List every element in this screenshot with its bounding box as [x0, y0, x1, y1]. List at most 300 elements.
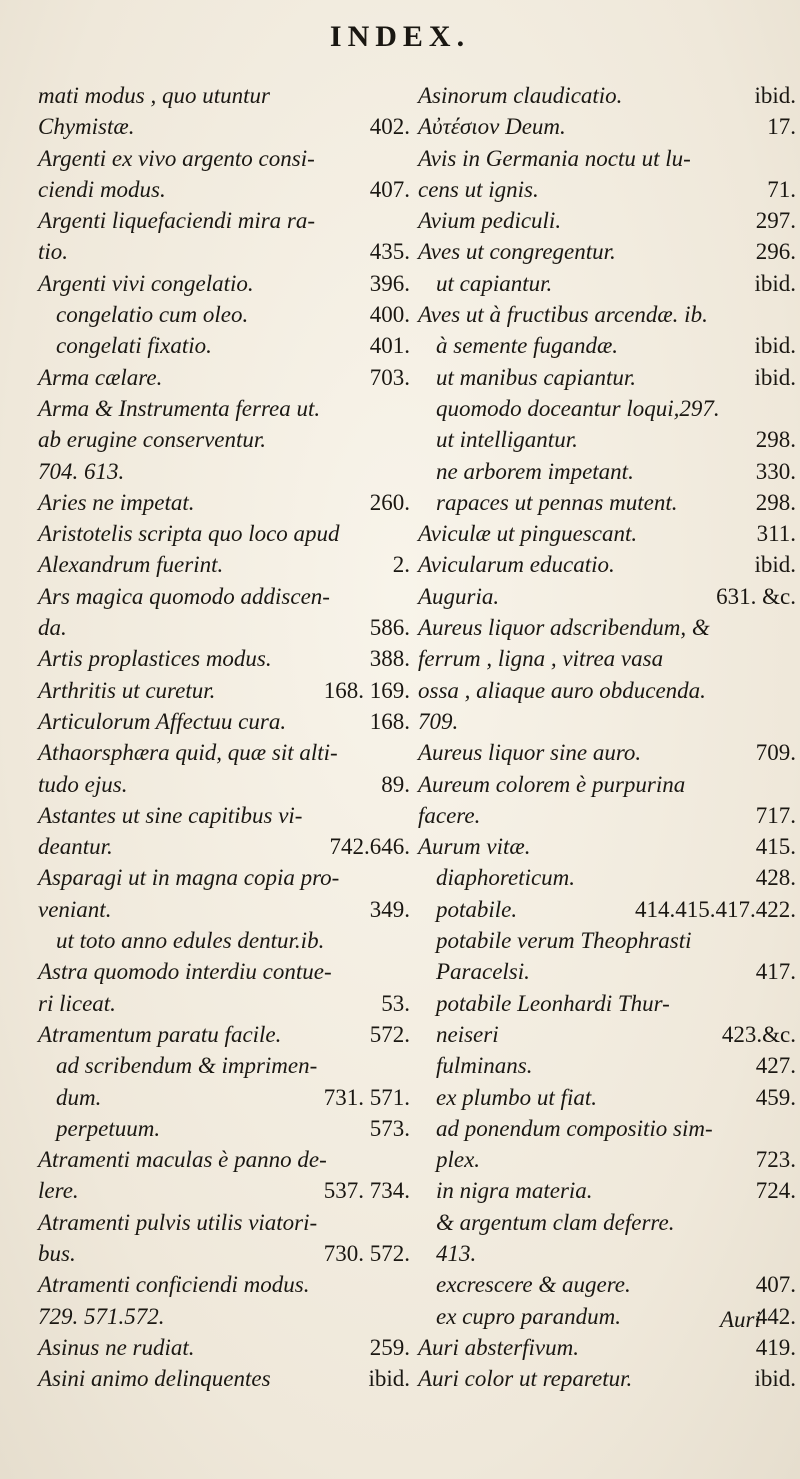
page-reference: 724.: [755, 1178, 796, 1204]
index-line: [38, 111, 410, 142]
page-reference: 396.: [369, 270, 410, 296]
index-line: [38, 1332, 410, 1363]
index-entry: [418, 111, 796, 142]
index-line: [38, 988, 410, 1019]
index-line: [418, 143, 796, 174]
index-entry: [38, 487, 410, 518]
index-line: [436, 956, 796, 987]
entry-text: 709.: [418, 708, 459, 734]
page-reference: 731. 571.: [323, 1084, 410, 1110]
entry-text: Artis proplastices modus.: [38, 646, 272, 672]
entry-text: fulminans.: [436, 1053, 533, 1079]
index-line: [418, 549, 796, 580]
page-reference: ibid.: [754, 83, 796, 108]
right-column: [418, 80, 796, 1394]
page-reference: [790, 925, 796, 956]
entry-text: dum.: [56, 1084, 102, 1110]
page-reference: 298.: [755, 427, 796, 453]
entry-text: da.: [38, 615, 67, 641]
index-line: [38, 393, 410, 424]
page-reference: 414.415.417.422.: [635, 896, 796, 922]
index-line: [38, 706, 410, 737]
index-line: [436, 988, 796, 1019]
index-line: [436, 862, 796, 893]
index-line: [418, 236, 796, 267]
page-reference: [790, 675, 796, 706]
index-line: [418, 643, 796, 674]
index-entry: [418, 1207, 796, 1270]
entry-text: Aviculæ ut pinguescant.: [418, 521, 638, 547]
page-reference: ibid.: [368, 1366, 410, 1392]
page-reference: 586.: [369, 615, 410, 641]
page-reference: [790, 612, 796, 643]
entry-text: ad scribendum & imprimen-: [56, 1053, 318, 1079]
index-line: [436, 894, 796, 925]
index-entry: [38, 581, 410, 644]
index-line: [436, 393, 796, 424]
index-entry: [418, 831, 796, 862]
page-reference: 349.: [369, 896, 410, 922]
page-reference: 717.: [755, 802, 796, 828]
index-entry: [38, 1332, 410, 1363]
index-line: [436, 1175, 796, 1206]
index-entry: [418, 1175, 796, 1206]
index-line: [38, 236, 410, 267]
page-reference: 401.: [369, 333, 410, 359]
index-entry: [418, 1332, 796, 1363]
index-line: [436, 1207, 796, 1238]
page-reference: 298.: [755, 489, 796, 515]
index-entry: [418, 737, 796, 768]
index-entry: [38, 518, 410, 581]
index-line: [418, 518, 796, 549]
index-line: [38, 424, 410, 455]
index-entry: [418, 330, 796, 361]
index-line: [56, 299, 410, 330]
entry-text: Atramenti maculas è panno de-: [38, 1147, 327, 1173]
entry-text: 729. 571.572.: [38, 1303, 165, 1329]
page-reference: 407.: [369, 176, 410, 202]
left-column: [38, 80, 410, 1394]
page-reference: 459.: [755, 1084, 796, 1110]
entry-text: deantur.: [38, 834, 113, 860]
index-line: [418, 1363, 796, 1394]
entry-text: diaphoreticum.: [436, 865, 576, 891]
entry-text: mati modus , quo utuntur: [38, 83, 270, 108]
page-reference: 330.: [755, 458, 796, 484]
page-reference: 428.: [755, 865, 796, 891]
index-line: [418, 706, 796, 737]
page-reference: 730. 572.: [323, 1240, 410, 1266]
index-entry: [38, 393, 410, 487]
index-line: [56, 925, 410, 956]
page-reference: [790, 143, 796, 174]
entry-text: ex cupro parandum.: [436, 1303, 622, 1329]
index-line: [436, 456, 796, 487]
index-line: [38, 1238, 410, 1269]
index-line: [38, 1269, 410, 1300]
index-line: [38, 1175, 410, 1206]
index-line: [418, 205, 796, 236]
entry-text: Arthritis ut curetur.: [38, 677, 216, 703]
index-line: [38, 487, 410, 518]
page-reference: [404, 1144, 410, 1175]
page-reference: [404, 456, 410, 487]
index-entry: [418, 299, 796, 330]
index-entry: [418, 549, 796, 580]
index-line: [56, 330, 410, 361]
index-line: [56, 1113, 410, 1144]
page-reference: 435.: [369, 239, 410, 265]
index-entry: [38, 925, 410, 956]
index-entry: [418, 581, 796, 612]
page-reference: [790, 1113, 796, 1144]
index-line: [56, 1082, 410, 1113]
page-reference: [404, 143, 410, 174]
index-entry: [38, 330, 410, 361]
index-line: [38, 581, 410, 612]
index-entry: [38, 1113, 410, 1144]
entry-text: Avicularum educatio.: [418, 552, 615, 578]
entry-text: ut intelligantur.: [436, 427, 578, 453]
page-reference: 168. 169.: [323, 677, 410, 703]
entry-text: ne arborem impetant.: [436, 458, 634, 484]
page-reference: 427.: [755, 1053, 796, 1079]
entry-text: tudo ejus.: [38, 771, 128, 797]
index-entry: [38, 143, 410, 206]
page-reference: 89.: [381, 771, 410, 797]
index-line: [418, 174, 796, 205]
entry-text: potabile.: [436, 896, 518, 922]
index-entry: [418, 205, 796, 236]
entry-text: Asinus ne rudiat.: [38, 1334, 195, 1360]
index-entry: [38, 80, 410, 143]
index-line: [38, 675, 410, 706]
index-line: [436, 362, 796, 393]
index-entry: [38, 956, 410, 1019]
entry-text: ut toto anno edules dentur.ib.: [56, 928, 325, 954]
entry-text: quomodo doceantur loqui,297.: [436, 395, 720, 421]
index-entry: [38, 1050, 410, 1113]
index-line: [38, 205, 410, 236]
entry-text: facere.: [418, 802, 481, 828]
index-line: [38, 1363, 410, 1394]
entry-text: bus.: [38, 1240, 76, 1266]
index-entry: [418, 612, 796, 737]
index-line: [38, 549, 410, 580]
entry-text: Auri color ut reparetur.: [418, 1366, 633, 1392]
index-entry: [38, 1363, 410, 1394]
page-reference: 17.: [767, 114, 796, 140]
page-reference: [790, 643, 796, 674]
index-line: [436, 925, 796, 956]
index-line: [436, 1269, 796, 1300]
index-line: [418, 800, 796, 831]
index-entry: [418, 143, 796, 206]
page-reference: [404, 925, 410, 956]
entry-text: Ars magica quomodo addiscen-: [38, 583, 330, 609]
index-line: [38, 174, 410, 205]
page-reference: [404, 1269, 410, 1300]
page-reference: ibid.: [754, 270, 796, 296]
index-line: [38, 769, 410, 800]
page-reference: [404, 956, 410, 987]
index-entry: [418, 236, 796, 267]
index-line: [418, 111, 796, 142]
index-entry: [418, 1050, 796, 1081]
entry-text: à semente fugandæ.: [436, 333, 619, 359]
entry-text: & argentum clam deferre.: [436, 1209, 675, 1235]
entry-text: Aries ne impetat.: [38, 489, 195, 515]
entry-text: neiseri: [436, 1021, 499, 1047]
entry-text: potabile Leonhardi Thur-: [436, 990, 670, 1016]
page-reference: 442.: [755, 1303, 796, 1329]
entry-text: ciendi modus.: [38, 176, 166, 202]
page-header: INDEX.: [329, 20, 471, 53]
page-reference: [404, 518, 410, 549]
index-line: [38, 80, 410, 111]
page-reference: 260.: [369, 489, 410, 515]
page-reference: 259.: [369, 1334, 410, 1360]
page-reference: 417.: [755, 959, 796, 985]
entry-text: rapaces ut pennas mutent.: [436, 489, 678, 515]
index-entry: [418, 1113, 796, 1176]
index-line: [38, 800, 410, 831]
index-entry: [38, 1144, 410, 1207]
index-entry: [418, 362, 796, 393]
entry-text: Aureus liquor sine auro.: [418, 740, 642, 766]
page-reference: ibid.: [754, 333, 796, 359]
page-reference: 423.&c.: [721, 1021, 796, 1047]
entry-text: Auri absterfivum.: [418, 1334, 579, 1360]
index-line: [436, 1238, 796, 1269]
entry-text: congelati fixatio.: [56, 333, 212, 359]
entry-text: Alexandrum fuerint.: [38, 552, 224, 578]
index-line: [418, 612, 796, 643]
page-reference: 402.: [369, 114, 410, 140]
page-reference: [404, 80, 410, 111]
entry-text: Argenti ex vivo argento consi-: [38, 145, 315, 171]
entry-text: congelatio cum oleo.: [56, 302, 249, 328]
page-reference: [790, 1207, 796, 1238]
entry-text: Argenti vivi congelatio.: [38, 270, 254, 296]
entry-text: Articulorum Affectuu cura.: [38, 708, 287, 734]
page-reference: 415.: [755, 834, 796, 860]
index-entry: [418, 1082, 796, 1113]
entry-text: veniant.: [38, 896, 112, 922]
index-line: [38, 362, 410, 393]
index-entry: [38, 205, 410, 268]
entry-text: Aurum vitæ.: [418, 834, 531, 860]
entry-text: in nigra materia.: [436, 1178, 593, 1204]
page-reference: [790, 988, 796, 1019]
page-reference: 71.: [767, 176, 796, 202]
index-entry: [418, 456, 796, 487]
entry-text: Arma cælare.: [38, 364, 163, 390]
index-entry: [418, 894, 796, 925]
page-reference: 572.: [369, 1021, 410, 1047]
index-line: [436, 1019, 796, 1050]
page-reference: [404, 581, 410, 612]
index-entry: [38, 1207, 410, 1270]
entry-text: Asparagi ut in magna copia pro-: [38, 865, 340, 891]
page-reference: 709.: [755, 740, 796, 766]
entry-text: Aves ut à fructibus arcendæ. ib.: [418, 302, 708, 328]
page-reference: 723.: [755, 1147, 796, 1173]
entry-text: Asinorum claudicatio.: [418, 83, 623, 108]
page-reference: ibid.: [754, 552, 796, 578]
page-reference: [404, 1050, 410, 1081]
index-line: [418, 299, 796, 330]
index-entry: [38, 706, 410, 737]
entry-text: Avis in Germania noctu ut lu-: [418, 145, 691, 171]
index-entry: [418, 393, 796, 424]
page-reference: ibid.: [754, 364, 796, 390]
index-entry: [38, 737, 410, 800]
entry-text: Asini animo delinquentes: [38, 1366, 271, 1392]
index-line: [436, 1144, 796, 1175]
entry-text: Astantes ut sine capitibus vi-: [38, 802, 303, 828]
page-reference: 419.: [755, 1334, 796, 1360]
page-reference: [404, 424, 410, 455]
index-line: [418, 769, 796, 800]
page-reference: [404, 800, 410, 831]
entry-text: Chymistæ.: [38, 114, 135, 140]
page-reference: ibid.: [754, 1366, 796, 1392]
entry-text: ri liceat.: [38, 990, 116, 1016]
page-reference: 296.: [755, 239, 796, 265]
index-line: [38, 612, 410, 643]
page-reference: 388.: [369, 646, 410, 672]
entry-text: Avium pediculi.: [418, 208, 562, 234]
index-line: [436, 268, 796, 299]
index-entry: [418, 769, 796, 832]
index-entry: [418, 424, 796, 455]
entry-text: ex plumbo ut fiat.: [436, 1084, 597, 1110]
entry-text: Astra quomodo interdiu contue-: [38, 959, 332, 985]
index-entry: [418, 862, 796, 893]
index-entry: [418, 1269, 796, 1300]
entry-text: Aureus liquor adscribendum, &: [418, 615, 710, 641]
index-entry: [38, 1019, 410, 1050]
entry-text: potabile verum Theophrasti: [436, 928, 692, 954]
index-line: [38, 862, 410, 893]
page-reference: 53.: [381, 990, 410, 1016]
entry-text: ad ponendum compositio sim-: [436, 1115, 713, 1141]
index-line: [38, 737, 410, 768]
page-reference: [404, 1207, 410, 1238]
index-line: [418, 1332, 796, 1363]
index-entry: [418, 925, 796, 988]
entry-text: Αὐτέσιον Deum.: [418, 114, 566, 140]
page-reference: 400.: [369, 302, 410, 328]
index-line: [38, 518, 410, 549]
entry-text: Athaorsphæra quid, quæ sit alti-: [38, 740, 338, 766]
entry-text: 413.: [436, 1240, 477, 1266]
index-line: [38, 643, 410, 674]
index-line: [38, 1301, 410, 1332]
index-entry: [418, 518, 796, 549]
index-line: [38, 1019, 410, 1050]
entry-text: excrescere & augere.: [436, 1272, 631, 1298]
page-reference: 703.: [369, 364, 410, 390]
index-line: [56, 1050, 410, 1081]
index-line: [418, 581, 796, 612]
index-entry: [38, 268, 410, 299]
index-line: [38, 831, 410, 862]
index-entry: [418, 487, 796, 518]
entry-text: plex.: [436, 1147, 481, 1173]
entry-text: Aristotelis scripta quo loco apud: [38, 521, 340, 547]
index-line: [38, 1144, 410, 1175]
entry-text: Atramentum paratu facile.: [38, 1021, 282, 1047]
page-reference: [404, 862, 410, 893]
page-reference: [404, 205, 410, 236]
entry-text: ut manibus capiantur.: [436, 364, 636, 390]
page-reference: [790, 706, 796, 737]
entry-text: ab erugine conserventur.: [38, 427, 267, 453]
index-line: [418, 737, 796, 768]
index-line: [38, 268, 410, 299]
index-entry: [418, 80, 796, 111]
index-line: [418, 675, 796, 706]
page-reference: [790, 393, 796, 424]
index-entry: [38, 643, 410, 674]
entry-text: Atramenti pulvis utilis viatori-: [38, 1209, 318, 1235]
index-line: [38, 956, 410, 987]
page-reference: 537. 734.: [323, 1178, 410, 1204]
entry-text: perpetuum.: [56, 1115, 161, 1141]
entry-text: cens ut ignis.: [418, 176, 539, 202]
index-line: [436, 1082, 796, 1113]
index-entry: [38, 1269, 410, 1332]
page-reference: [404, 1301, 410, 1332]
page-reference: [404, 737, 410, 768]
index-line: [436, 1050, 796, 1081]
entry-text: Argenti liquefaciendi mira ra-: [38, 208, 316, 234]
index-line: [38, 1207, 410, 1238]
index-entry: [38, 362, 410, 393]
index-line: [38, 143, 410, 174]
page-reference: 168.: [369, 708, 410, 734]
page-reference: 407.: [755, 1272, 796, 1298]
entry-text: Auguria.: [418, 583, 500, 609]
entry-text: lere.: [38, 1178, 79, 1204]
page-reference: 311.: [756, 521, 796, 547]
index-line: [38, 456, 410, 487]
index-entry: [38, 299, 410, 330]
page-reference: 2.: [392, 552, 410, 578]
entry-text: ut capiantur.: [436, 270, 553, 296]
page-reference: 573.: [369, 1115, 410, 1141]
entry-text: Atramenti conficiendi modus.: [38, 1272, 310, 1298]
index-entry: [38, 800, 410, 863]
index-line: [418, 831, 796, 862]
page-reference: 742.646.: [329, 834, 410, 860]
index-line: [436, 424, 796, 455]
entry-text: Arma & Instrumenta ferrea ut.: [38, 395, 321, 421]
index-line: [436, 487, 796, 518]
page-reference: [790, 299, 796, 330]
page-reference: [790, 1238, 796, 1269]
entry-text: Paracelsi.: [436, 959, 530, 985]
catchword: Auri: [720, 1307, 761, 1332]
index-line: [436, 1113, 796, 1144]
index-line: [436, 330, 796, 361]
page-reference: [790, 769, 796, 800]
index-line: [418, 80, 796, 111]
entry-text: tio.: [38, 239, 69, 265]
